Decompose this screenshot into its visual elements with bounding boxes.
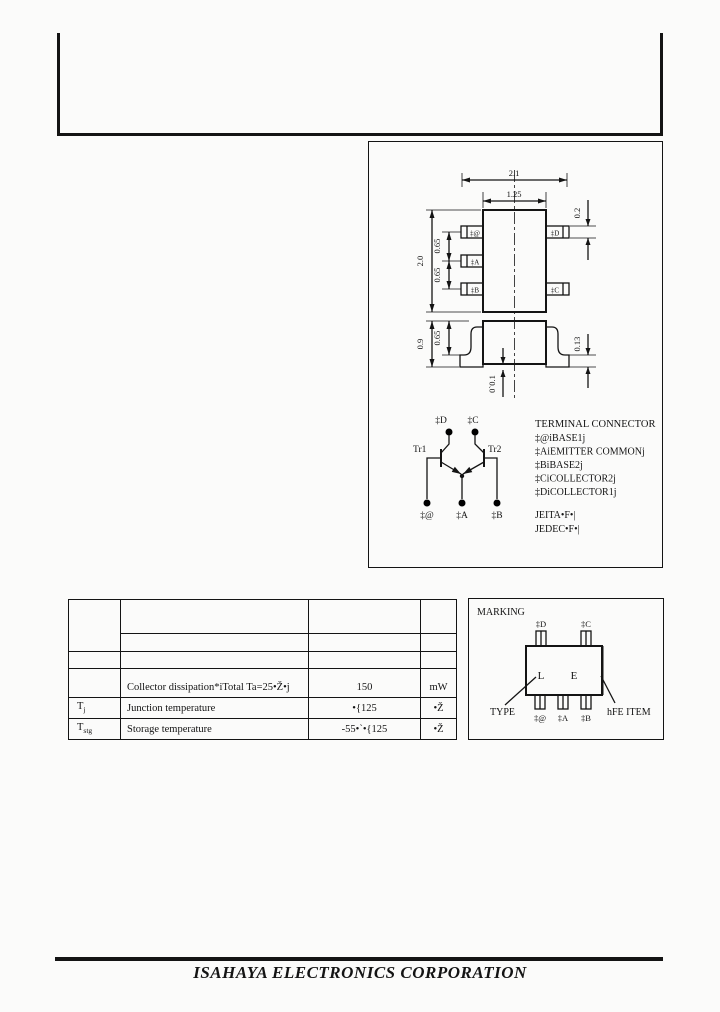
value-cell: •{125 [309, 698, 421, 719]
marking-diagram [469, 599, 660, 736]
tr2-label: Tr2 [488, 445, 502, 455]
table-row [69, 600, 457, 634]
terminal-pin5: ‡DiCOLLECTOR1j [535, 487, 617, 498]
parameter-cell: Junction temperature [121, 698, 309, 719]
marking-pin1-label: ‡@ [533, 713, 547, 723]
terminal-pin4: ‡CiCOLLECTOR2j [535, 473, 616, 485]
value-cell: -55•`•{125 [309, 719, 421, 740]
symbol-main: T [77, 701, 84, 713]
marking-pin4-label: ‡C [581, 619, 591, 629]
terminal-connector-title: TERMINAL CONNECTOR [535, 419, 656, 430]
terminal-connector [535, 419, 655, 535]
ratings-table [68, 599, 457, 740]
dim-total-width: 2.1 [508, 168, 520, 178]
lead-left [460, 327, 483, 367]
terminal-pin3: ‡BiBASE2j [535, 460, 583, 471]
marking-pin2-label: ‡A [557, 713, 569, 723]
type-mark: L [537, 670, 545, 682]
table-row [69, 652, 457, 669]
dim-lead-width: 0.2 [572, 207, 582, 219]
circuit-terminal1-label: ‡@ [420, 511, 434, 521]
circuit-terminal4-label: ‡C [467, 416, 479, 426]
dim-pitch-lower: 0.65 [432, 267, 442, 283]
dim-pitch-upper: 0.65 [432, 238, 442, 254]
footer-rule [55, 957, 663, 961]
terminal-pin1: ‡@iBASE1j [535, 433, 586, 444]
symbol-cell [69, 719, 121, 740]
circuit-terminal5-label: ‡D [435, 416, 447, 426]
unit-cell: •Ž [421, 719, 457, 740]
header-box [57, 33, 663, 136]
dim-lead-thickness: 0.13 [572, 336, 582, 352]
symbol-sub: stg [83, 726, 93, 736]
unit-cell: mW [421, 669, 457, 698]
pin2-label: ‡A [470, 258, 480, 267]
symbol-cell [69, 698, 121, 719]
table-row [69, 634, 457, 652]
symbol-main: T [77, 722, 84, 734]
marking-pin3-label: ‡B [581, 713, 591, 723]
dim-standoff: 0`0.1 [487, 375, 497, 393]
table-row-collector-dissipation [69, 669, 457, 698]
table-row-storage-temperature [69, 719, 457, 740]
lead-right [546, 327, 569, 367]
type-pointer-line [505, 677, 536, 705]
pin1-label: ‡@ [470, 229, 480, 238]
hfe-item-label: hFE ITEM [607, 707, 651, 718]
jeita-line: JEITA•F•| [535, 510, 576, 521]
dim-side-body: 0.65 [432, 330, 442, 346]
marking-title: MARKING [477, 607, 525, 618]
value-cell: 150 [309, 669, 421, 698]
parameter-cell: Collector dissipation*iTotal Ta=25•Ž•j [121, 669, 309, 698]
jedec-line: JEDEC•F•| [535, 524, 580, 535]
pin4-label: ‡C [550, 286, 560, 295]
package-diagram [369, 142, 659, 564]
hfe-mark: E [570, 670, 578, 682]
marking-box [468, 598, 664, 740]
dim-total-height: 2.0 [415, 255, 425, 267]
tr1-label: Tr1 [413, 445, 427, 455]
pin3-label: ‡B [470, 286, 480, 295]
symbol-cell [69, 669, 121, 698]
package-side-view [415, 321, 596, 397]
type-label: TYPE [490, 707, 515, 718]
footer-company-name: ISAHAYA ELECTRONICS CORPORATION [193, 963, 527, 982]
package-diagram-box [368, 141, 663, 568]
circuit-terminal2-label: ‡A [456, 511, 468, 521]
dim-side-height: 0.9 [415, 338, 425, 350]
symbol-sub: j [83, 705, 86, 715]
unit-cell: •Ž [421, 698, 457, 719]
parameter-cell: Storage temperature [121, 719, 309, 740]
pin5-label: ‡D [550, 229, 560, 238]
terminal-pin2: ‡AiEMITTER COMMONj [535, 446, 645, 458]
circuit-terminal3-label: ‡B [491, 511, 503, 521]
marking-pin5-label: ‡D [535, 619, 547, 629]
equivalent-circuit [413, 416, 503, 521]
table-row-junction-temperature [69, 698, 457, 719]
dim-body-width: 1.25 [506, 189, 522, 199]
